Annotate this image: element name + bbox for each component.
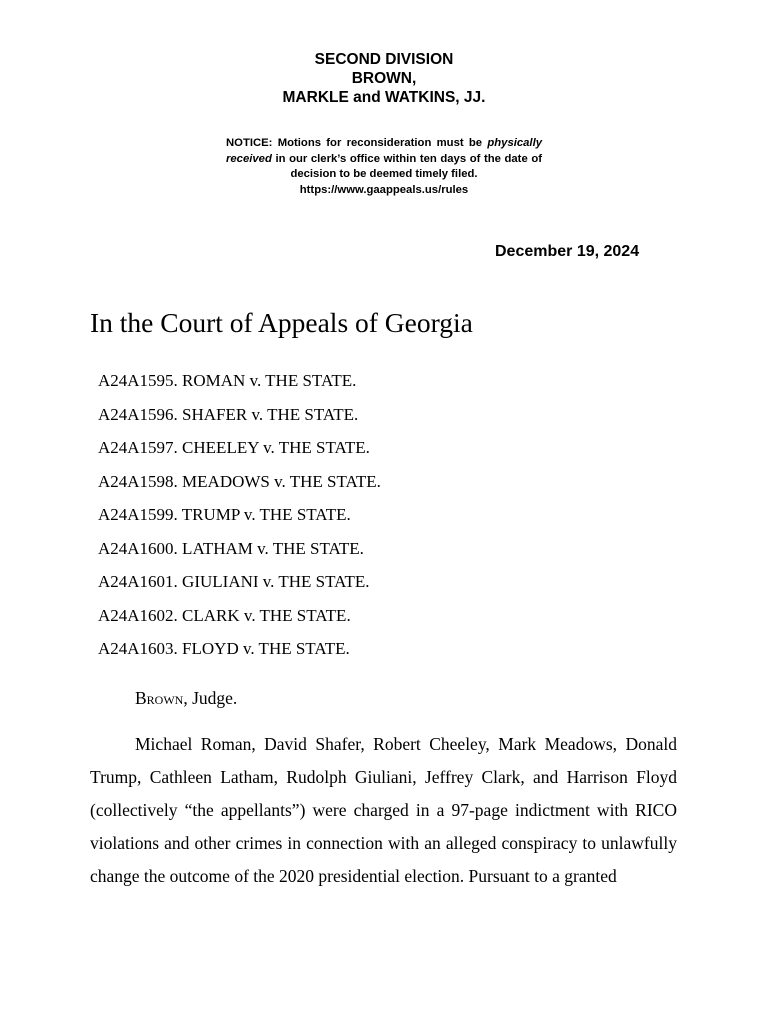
case-item: A24A1597. CHEELEY v. THE STATE. bbox=[98, 438, 370, 457]
notice-suffix: in our clerk’s office within ten days of the date of decision to be deemed timely filed. bbox=[271, 152, 542, 180]
authoring-judge bbox=[135, 688, 237, 709]
case-item: A24A1603. FLOYD v. THE STATE. bbox=[98, 639, 350, 658]
court-title: In the Court of Appeals of Georgia bbox=[90, 307, 473, 338]
judge-title: , Judge. bbox=[183, 688, 238, 708]
judge-name: Brown bbox=[135, 688, 184, 708]
notice-prefix: NOTICE: Motions for reconsideration must be bbox=[226, 137, 483, 149]
panel-judges-line1: BROWN, bbox=[351, 70, 417, 87]
case-item: A24A1601. GIULIANI v. THE STATE. bbox=[98, 572, 370, 591]
decision-date: December 19, 2024 bbox=[495, 243, 640, 260]
division-header bbox=[0, 50, 768, 107]
case-item: A24A1602. CLARK v. THE STATE. bbox=[98, 605, 351, 625]
case-list bbox=[98, 370, 381, 672]
case-item: A24A1598. MEADOWS v. THE STATE. bbox=[98, 471, 381, 491]
opinion-paragraph: Michael Roman, David Shafer, Robert Cheeley, Mark Meadows, Donald Trump, Cathleen Latham, Rudolph Giuliani, Jeffrey Clark, and Harrison Floyd (collectively “the appellants”) were charged in a 97-page indictment with RICO violations and other crimes in connection with an alleged conspiracy to unlawfully change the outcome of the 2020 presidential election. Pursuant to a granted bbox=[90, 734, 677, 886]
notice-emphasis: physically received bbox=[226, 137, 542, 165]
panel-judges-line2: MARKLE and WATKINS, JJ. bbox=[282, 89, 486, 106]
case-item: A24A1600. LATHAM v. THE STATE. bbox=[98, 538, 364, 558]
case-item: A24A1599. TRUMP v. THE STATE. bbox=[98, 505, 351, 524]
reconsideration-notice bbox=[226, 136, 542, 198]
case-item: A24A1595. ROMAN v. THE STATE. bbox=[98, 371, 357, 390]
case-item: A24A1596. SHAFER v. THE STATE. bbox=[98, 404, 359, 424]
division-name: SECOND DIVISION bbox=[314, 51, 454, 68]
rules-link[interactable]: https://www.gaappeals.us/rules bbox=[299, 183, 469, 196]
